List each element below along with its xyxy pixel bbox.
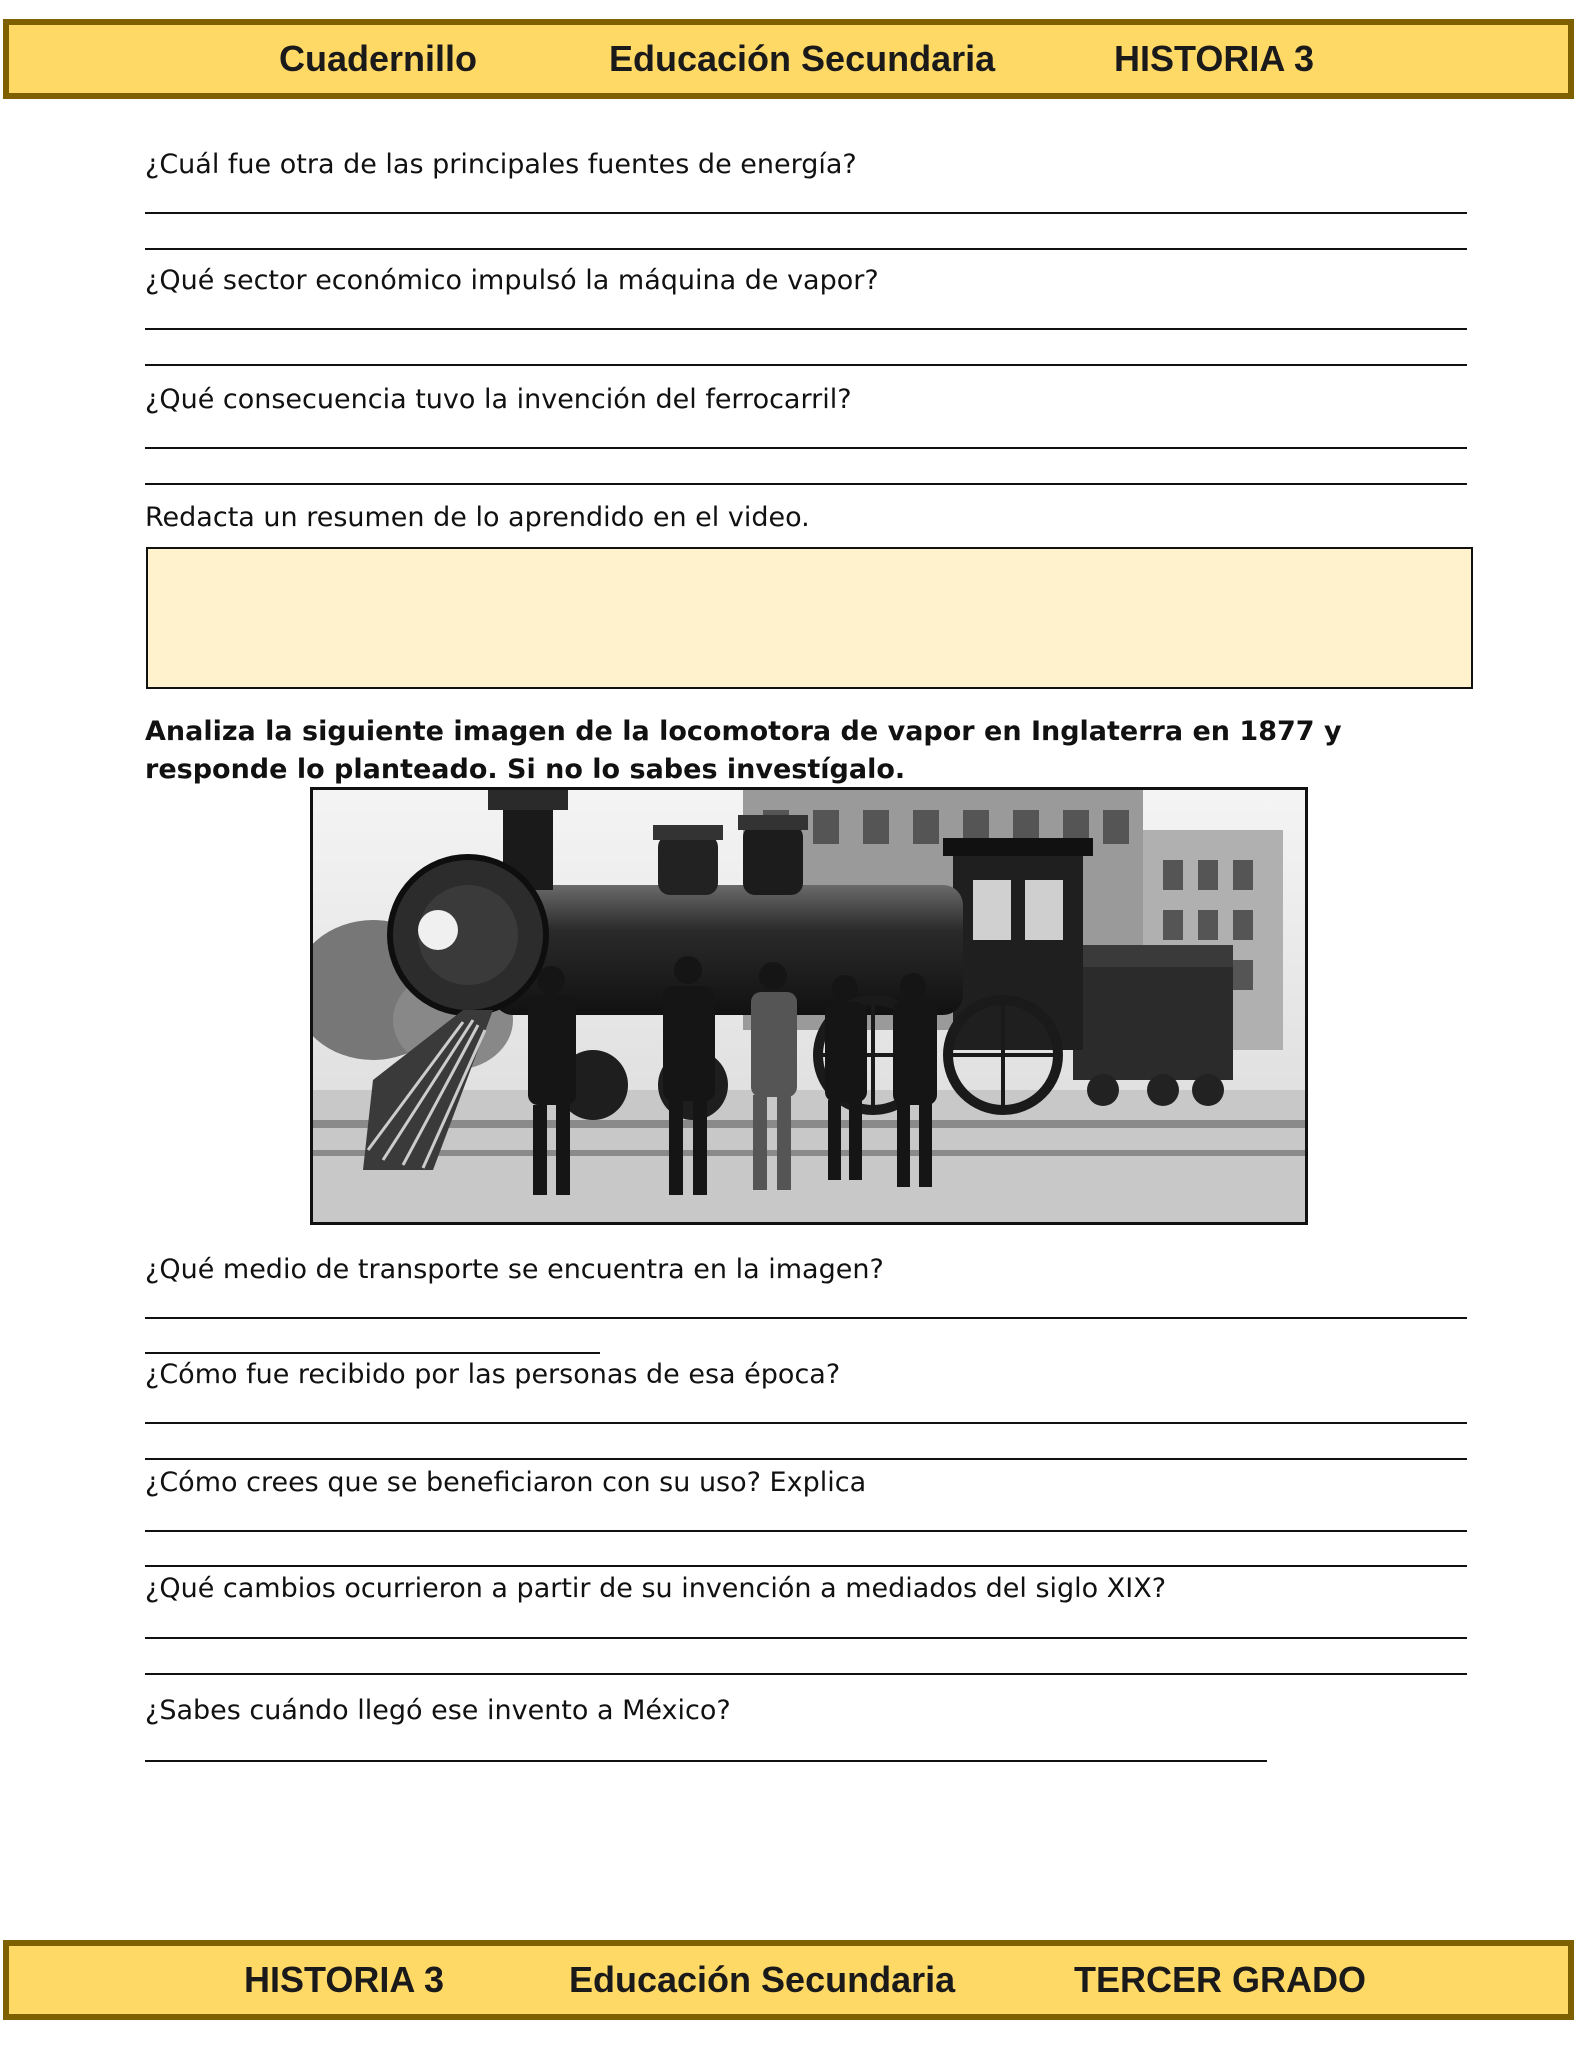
image-instruction: Analiza la siguiente imagen de la locomotora de vapor en Inglaterra en 1877 y responde lo planteado. Si no lo sabes investígalo.	[145, 716, 1342, 785]
answer-line[interactable]	[145, 1565, 1467, 1567]
answer-line[interactable]	[145, 1530, 1467, 1532]
question-4: ¿Qué medio de transporte se encuentra en la imagen?	[145, 1254, 884, 1285]
answer-line[interactable]	[145, 364, 1467, 366]
header-right-text: HISTORIA 3	[1114, 38, 1315, 79]
footer-left-text: HISTORIA 3	[244, 1959, 445, 2000]
question-1: ¿Cuál fue otra de las principales fuentes de energía?	[145, 149, 857, 180]
summary-prompt: Redacta un resumen de lo aprendido en el video.	[145, 502, 810, 533]
question-3: ¿Qué consecuencia tuvo la invención del ferrocarril?	[145, 384, 852, 415]
footer-band	[3, 1940, 1574, 2020]
question-2: ¿Qué sector económico impulsó la máquina de vapor?	[145, 265, 879, 296]
answer-line[interactable]	[145, 248, 1467, 250]
answer-line[interactable]	[145, 447, 1467, 449]
footer-right-text: TERCER GRADO	[1074, 1959, 1367, 2000]
footer-center-text: Educación Secundaria	[569, 1959, 956, 2000]
answer-line[interactable]	[145, 1317, 1467, 1319]
summary-answer-box[interactable]	[146, 547, 1473, 689]
answer-line[interactable]	[145, 1760, 1267, 1762]
answer-line[interactable]	[145, 1458, 1467, 1460]
answer-line[interactable]	[145, 1637, 1467, 1639]
answer-line[interactable]	[145, 212, 1467, 214]
answer-line[interactable]	[145, 328, 1467, 330]
answer-line[interactable]	[145, 1673, 1467, 1675]
question-5: ¿Cómo fue recibido por las personas de esa época?	[145, 1359, 841, 1390]
header-center-text: Educación Secundaria	[609, 38, 996, 79]
answer-line[interactable]	[145, 1352, 600, 1354]
header-band	[3, 19, 1574, 99]
answer-line[interactable]	[145, 483, 1467, 485]
question-7: ¿Qué cambios ocurrieron a partir de su invención a mediados del siglo XIX?	[145, 1573, 1167, 1604]
question-6: ¿Cómo crees que se beneficiaron con su uso? Explica	[145, 1467, 867, 1498]
header-left-text: Cuadernillo	[279, 38, 478, 79]
answer-line[interactable]	[145, 1422, 1467, 1424]
locomotive-photo	[310, 787, 1308, 1225]
question-8: ¿Sabes cuándo llegó ese invento a México?	[145, 1695, 731, 1726]
